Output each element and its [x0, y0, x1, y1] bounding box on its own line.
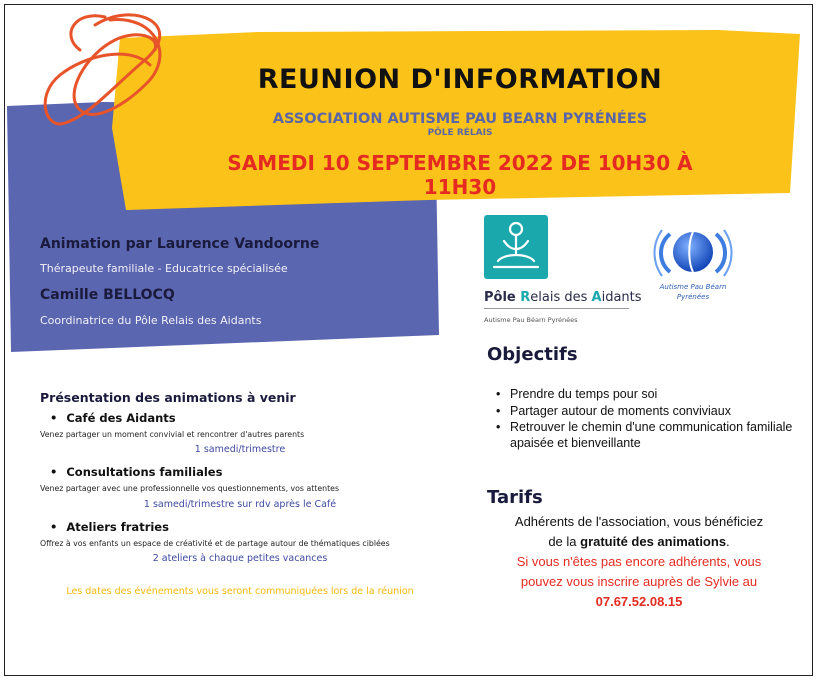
scribble-decoration	[35, 5, 185, 145]
list-item: • Prendre du temps pour soi	[496, 387, 796, 403]
animation-1-frequency: 1 samedi/trimestre	[194, 444, 286, 455]
tarifs-members-line: Adhérents de l'association, vous bénéficiez	[514, 514, 764, 529]
host-2-name: Camille BELLOCQ	[40, 287, 175, 303]
animation-3-desc: Offrez à vos enfants un espace de créativité et de partage autour de thématiques ciblées	[40, 539, 390, 548]
objectifs-heading: Objectifs	[487, 344, 578, 365]
tarifs-heading: Tarifs	[487, 487, 543, 508]
host-1-role: Thérapeute familiale - Educatrice spécialisée	[40, 262, 288, 275]
animation-2-desc: Venez partager avec une professionnelle vos questionnements, vos attentes	[40, 484, 340, 493]
list-item: • Retrouver le chemin d'une communication familiale apaisée et bienveillante	[496, 420, 796, 451]
globe-icon	[648, 220, 738, 282]
pole-relais-label: PÔLE RÉLAIS	[427, 128, 493, 138]
contact-phone[interactable]: 07.67.52.08.15	[595, 594, 683, 609]
objectifs-list	[496, 387, 796, 452]
animation-3-title: • Ateliers fratries	[50, 520, 169, 534]
pole-relais-text: Pôle Relais des Aidants	[484, 290, 642, 305]
pole-relais-logo	[484, 213, 642, 328]
host-1-name: Animation par Laurence Vandoorne	[40, 236, 320, 252]
list-item: • Partager autour de moments conviviaux	[496, 404, 796, 420]
animation-1-desc: Venez partager un moment convivial et rencontrer d'autres parents	[40, 430, 305, 439]
animation-2-frequency: 1 samedi/trimestre sur rdv après le Café	[143, 499, 337, 510]
event-date: SAMEDI 10 SEPTEMBRE 2022 DE 10H30 À 11H30	[227, 151, 693, 199]
animation-2-title: • Consultations familiales	[50, 465, 222, 479]
logo-divider	[484, 308, 629, 309]
autisme-pau-logo	[648, 220, 738, 320]
tarifs-nonmember-line-1: Si vous n'êtes pas encore adhérents, vous	[516, 554, 762, 569]
meditation-icon	[484, 215, 548, 279]
autisme-pau-text: Autisme Pau Béarn Pyrénées	[659, 283, 727, 301]
association-name: ASSOCIATION AUTISME PAU BEARN PYRÉNÉES	[272, 111, 648, 127]
pole-relais-subtext: Autisme Pau Béarn Pyrénées	[484, 316, 578, 324]
animation-1-title: • Café des Aidants	[50, 411, 176, 425]
tarifs-free-line: de la gratuité des animations.	[548, 534, 730, 549]
dates-note: Les dates des événements vous seront communiquées lors de la réunion	[66, 586, 414, 597]
presentation-heading: Présentation des animations à venir	[40, 390, 296, 405]
animation-3-frequency: 2 ateliers à chaque petites vacances	[152, 553, 328, 564]
tarifs-nonmember-line-2: pouvez vous inscrire auprès de Sylvie au	[520, 574, 758, 589]
event-title: REUNION D'INFORMATION	[257, 64, 663, 95]
host-2-role: Coordinatrice du Pôle Relais des Aidants	[40, 314, 262, 327]
